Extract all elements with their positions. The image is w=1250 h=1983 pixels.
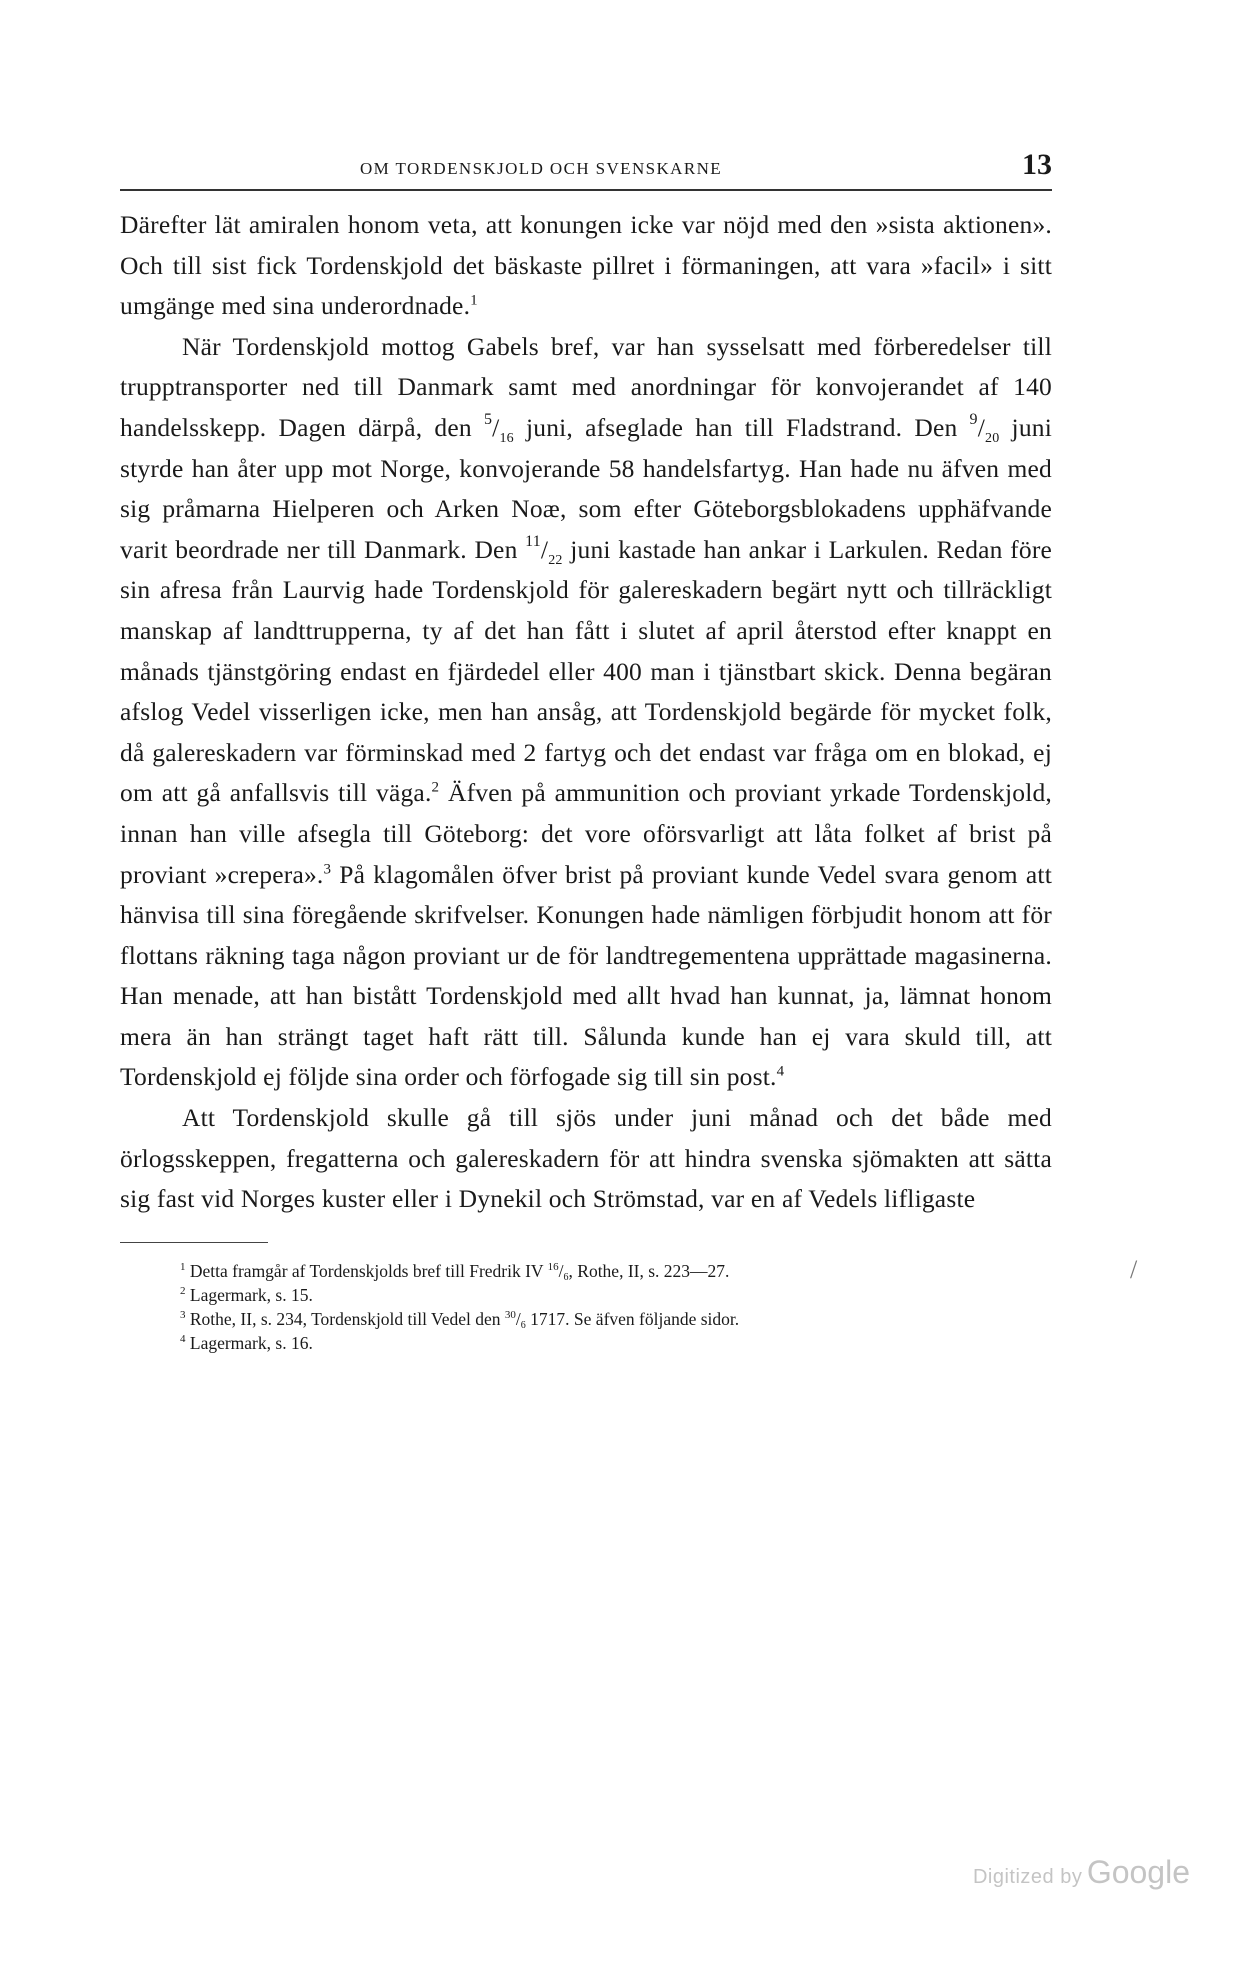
- paragraph-3: Att Tordenskjold skulle gå till sjös under juni månad och det både med örlogsskeppen, fregatterna och galereskadern för att hindra svenska sjömakten att sätta sig fast vid Norges kuster eller i Dynekil och Strömstad, var en af Vedels lifligaste: [120, 1103, 1052, 1214]
- footnote-2: $^2$ Lagermark, s. 15.: [180, 1284, 313, 1305]
- footnote-ref: 2: [431, 779, 440, 796]
- book-page: [120, 148, 1052, 1355]
- stray-pen-mark: /: [1130, 1255, 1138, 1284]
- body-text: [120, 205, 1052, 1220]
- running-title: OM TORDENSKJOLD OCH SVENSKARNE: [360, 159, 723, 178]
- google-logo: Google: [1086, 1854, 1190, 1890]
- watermark-prefix: Digitized by: [972, 1866, 1083, 1888]
- page-number: 13: [1022, 148, 1052, 181]
- date-fraction: $^9/_{20}$: [969, 410, 1000, 446]
- footnote-ref: 3: [323, 861, 332, 877]
- footnote-4: $^4$ Lagermark, s. 16.: [180, 1332, 313, 1353]
- footnote-1: $^1$ Detta framgår af Tordenskjolds bref till Fredrik IV $^{16}/_6$, Rothe, II, s. 223—27.: [180, 1260, 730, 1283]
- page-header: [120, 148, 1052, 191]
- footnote-divider: [120, 1242, 268, 1243]
- footnotes: [120, 1259, 1052, 1355]
- footnote-ref: 4: [776, 1063, 785, 1080]
- date-fraction: $^5/_{16}$: [483, 410, 514, 446]
- paragraph-1: Därefter lät amiralen honom veta, att konungen icke var nöjd med den »sista aktionen». Och till sist fick Tordenskjold det bäskaste pillret i förmaningen, att vara »facil» i sitt umgänge med sina underordnade.$^1$: [120, 210, 1052, 321]
- paragraph-2: När Tordenskjold mottog Gabels bref, var han sysselsatt med förberedelser till trupptransporter ned till Danmark samt med anordningar för konvojerandet af 140 handelsskepp. Dagen därpå, den $^5/_{16}$ juni, afseglade han till Fladstrand. Den $^9/_{20}$ juni styrde han åter upp mot Norge, konvojerande 58 handelsfartyg. Han hade nu äfven med sig pråmarna Hielperen och Arken Noæ, som efter Göteborgsblokadens upphäfvande varit beordrade ner till Danmark. Den $^{11}/_{22}$ juni kastade han ankar i Larkulen. Redan före sin afresa från Laurvig hade Tordenskjold för galereskadern begärt nytt och tillräckligt manskap af landttrupperna, ty af det han fått i slutet af april återstod efter knappt en månads tjänstgöring endast en fjärdedel eller 400 man i tjänstbart skick. Denna begäran afslog Vedel visserligen icke, men han ansåg, att Tordenskjold begärde för mycket folk, då galereskadern var förminskad med 2 fartyg och det endast var fråga om en blokad, ej om att gå anfallsvis till väga.$^2$ Äfven på ammunition och proviant yrkade Tordenskjold, innan han ville afsegla till Göteborg: det vore oförsvarligt att låta folket af brist på proviant »crepera».$^3$ På klagomålen öfver brist på proviant kunde Vedel svara genom att hänvisa till sina föregående skrifvelser. Konungen hade nämligen förbjudit honom att för flottans räkning taga någon proviant ur de för landtregementena upprättade magasinerna. Han menade, att han bistått Tordenskjold med allt hvad han kunnat, ja, lämnat honom mera än han strängt taget haft rätt till. Sålunda kunde han ej vara skuld till, att Tordenskjold ej följde sina order och förfogade sig till sin post.$^4$: [120, 331, 1053, 1092]
- digitized-watermark: [973, 1854, 1190, 1891]
- footnote-ref: 1: [470, 292, 478, 309]
- date-fraction: $^{11}/_{22}$: [525, 532, 563, 568]
- footnote-3: $^3$ Rothe, II, s. 234, Tordenskjold till Vedel den $^{30}/_6$ 1717. Se äfven följande sidor.: [180, 1308, 740, 1331]
